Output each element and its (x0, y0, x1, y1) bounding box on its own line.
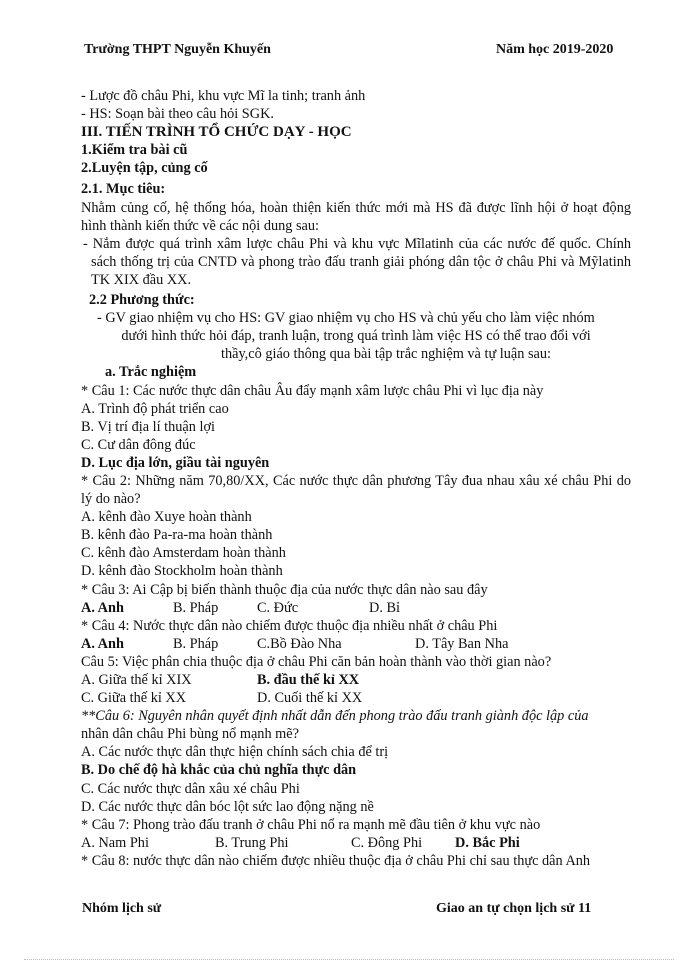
section-a-title: a. Trắc nghiệm (105, 364, 197, 381)
section-title: III. TIẾN TRÌNH TỔ CHỨC DẠY - HỌC (81, 124, 352, 141)
answer-option: C. Đông Phi (351, 834, 423, 851)
answer-option: A. Trình độ phát triển cao (81, 400, 229, 417)
answer-option: B. Trung Phi (215, 834, 289, 851)
answer-option: C. Các nước thực dân xâu xé châu Phi (81, 780, 300, 797)
question-prompt: * Câu 7: Phong trào đấu tranh ở châu Phi nổ ra mạnh mẽ đầu tiên ở khu vực nào (81, 816, 541, 833)
answer-option: D. kênh đào Stockholm hoàn thành (81, 563, 283, 580)
options-row (81, 635, 631, 653)
footer-group: Nhóm lịch sử (82, 901, 162, 916)
answer-option: A. Các nước thực dân thực hiện chính sách chia để trị (81, 744, 389, 761)
header-school: Trường THPT Nguyễn Khuyến (84, 42, 271, 57)
options-row (81, 689, 631, 707)
answer-option: D. Cuối thế kỉ XX (257, 690, 363, 707)
method-line: - GV giao nhiệm vụ cho HS: GV giao nhiệm vụ cho HS và chủ yếu cho làm việc nhóm (97, 310, 595, 327)
answer-option-correct: D. Lục địa lớn, giầu tài nguyên (81, 454, 270, 471)
answer-option-correct: A. Anh (81, 599, 124, 616)
options-row (81, 834, 631, 852)
answer-option: B. Pháp (173, 599, 219, 616)
item-heading: 2.Luyện tập, củng cố (81, 160, 208, 177)
answer-option: A. Giữa thế kỉ XIX (81, 672, 192, 688)
prep-line: - Lược đồ châu Phi, khu vực Mĩ la tinh; tranh ảnh (81, 88, 366, 104)
answer-option: C. kênh đào Amsterdam hoàn thành (81, 545, 286, 562)
answer-option: D. Các nước thực dân bóc lột sức lao động nặng nề (81, 798, 374, 815)
answer-option: C.Bồ Đào Nha (257, 635, 342, 652)
answer-option: C. Cư dân đông đúc (81, 436, 196, 453)
subsection-title: 2.1. Mục tiêu: (81, 181, 166, 198)
question-prompt: * Câu 3: Ai Cập bị biến thành thuộc địa của nước thực dân nào sau đây (81, 581, 488, 598)
answer-option: B. Pháp (173, 635, 219, 652)
method-line: dưới hình thức hỏi đáp, tranh luận, trong quá trình làm việc HS có thể trao đổi với (121, 328, 591, 345)
question-prompt: * Câu 8: nước thực dân nào chiếm được nhiều thuộc địa ở châu Phi chỉ sau thực dân Anh (81, 852, 591, 869)
answer-option: C. Giữa thế kỉ XX (81, 690, 187, 707)
answer-option: A. kênh đào Xuye hoàn thành (81, 509, 252, 526)
question-prompt-cont: nhân dân châu Phi bùng nổ mạnh mẽ? (81, 726, 299, 743)
question-prompt: Câu 5: Việc phân chia thuộc địa ở châu Phi căn bản hoàn thành vào thời gian nào? (81, 653, 552, 670)
answer-option: A. Nam Phi (81, 834, 149, 851)
header-school-year: Năm học 2019-2020 (496, 42, 614, 57)
item-heading: 1.Kiểm tra bài cũ (81, 142, 188, 159)
question-prompt: * Câu 2: Những năm 70,80/XX, Các nước thực dân phương Tây đua nhau xâu xé châu Phi do lý do nào? (81, 472, 631, 508)
bullet-paragraph: - Nắm được quá trình xâm lược châu Phi và khu vực Mĩlatinh của các nước đế quốc. Chính sách thống trị của CNTD và phong trào đấu tranh giải phóng dân tộc ở châu Phi và Mỹlatinh TK XIX đầu XX. (83, 235, 631, 288)
footer-book: Giao an tự chọn lịch sử 11 (436, 901, 592, 916)
options-row (81, 599, 631, 617)
document-body (81, 87, 631, 870)
question-prompt: * Câu 4: Nước thực dân nào chiếm được thuộc địa nhiều nhất ở châu Phi (81, 617, 498, 634)
answer-option: D. Bỉ (369, 599, 400, 616)
options-row (81, 671, 631, 689)
answer-option-correct: B. đầu thế kỉ XX (257, 672, 360, 688)
question-prompt: **Câu 6: Nguyên nhân quyết định nhất dẫn đến phong trào đấu tranh giành độc lập của (81, 708, 589, 725)
method-line: thầy,cô giáo thông qua bài tập trắc nghiệm và tự luận sau: (221, 346, 551, 363)
question-prompt: * Câu 1: Các nước thực dân châu Âu đẩy mạnh xâm lược châu Phi vì lục địa này (81, 382, 544, 399)
answer-option: D. Tây Ban Nha (415, 635, 509, 652)
subsection-title: 2.2 Phương thức: (89, 292, 195, 309)
answer-option: B. kênh đào Pa-ra-ma hoàn thành (81, 527, 273, 544)
answer-option-correct: B. Do chế độ hà khắc của chủ nghĩa thực dân (81, 762, 357, 779)
answer-option: C. Đức (257, 599, 299, 616)
answer-option: B. Vị trí địa lí thuận lợi (81, 418, 215, 435)
answer-option-correct: A. Anh (81, 635, 124, 652)
answer-option-correct: D. Bắc Phi (455, 834, 520, 851)
paragraph: Nhằm củng cố, hệ thống hóa, hoàn thiện kiến thức mới mà HS đã được lĩnh hội ở hoạt động hình thành kiến thức về các nội dung sau: (81, 199, 631, 234)
prep-line: - HS: Soạn bài theo câu hỏi SGK. (81, 106, 274, 123)
